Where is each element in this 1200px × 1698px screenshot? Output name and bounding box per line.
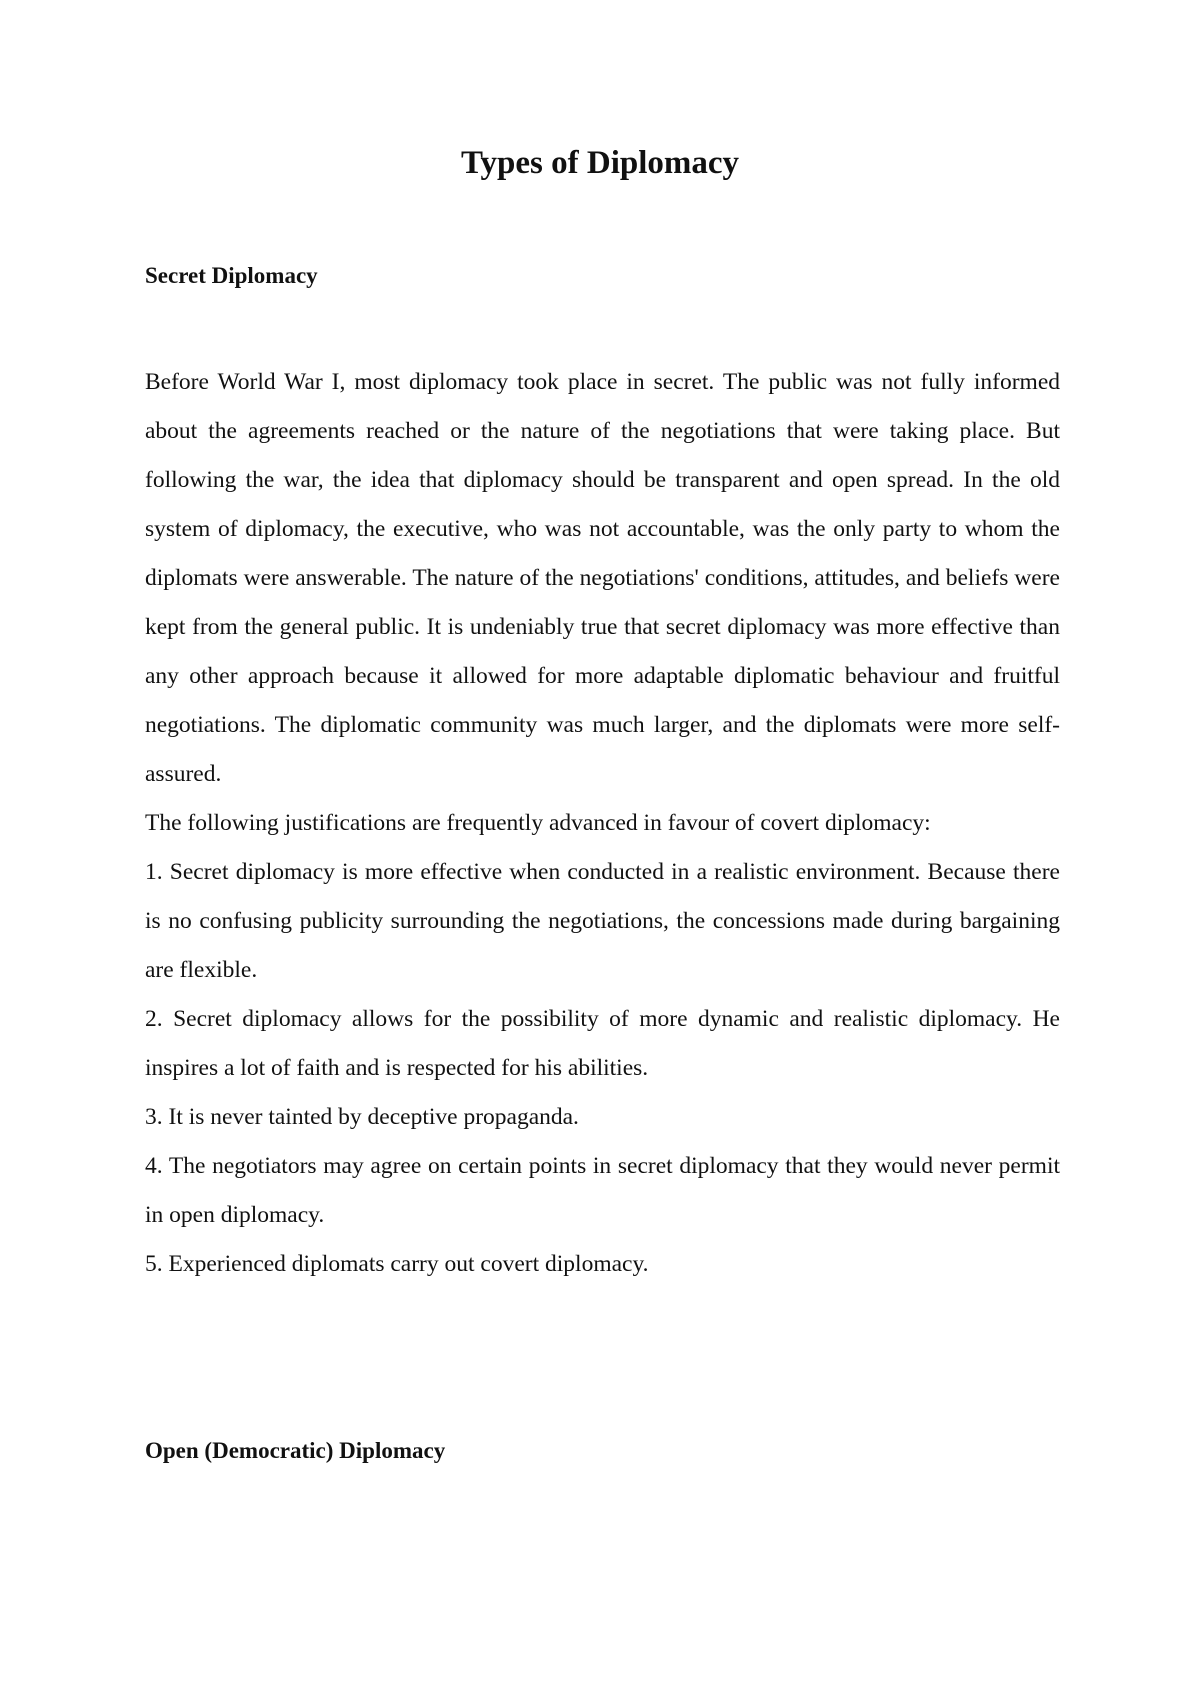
list-item-3: 3. It is never tainted by deceptive propaganda. bbox=[145, 1104, 579, 1130]
list-item-1: 1. Secret diplomacy is more effective when conducted in a realistic environment. Because there is no confusing publicity surrounding the negotiations, the concessions made during bargaining are flexible. bbox=[145, 859, 1060, 983]
list-item-2: 2. Secret diplomacy allows for the possibility of more dynamic and realistic diplomacy. He inspires a lot of faith and is respected for his abilities. bbox=[145, 1006, 1060, 1081]
list-item-5: 5. Experienced diplomats carry out covert diplomacy. bbox=[145, 1251, 649, 1277]
intro-paragraph: Before World War I, most diplomacy took place in secret. The public was not fully informed about the agreements reached or the nature of the negotiations that were taking place. But following the war, the idea that diplomacy should be transparent and open spread. In the old system of diplomacy, the executive, who was not accountable, was the only party to whom the diplomats were answerable. The nature of the negotiations' conditions, attitudes, and beliefs were kept from the general public. It is undeniably true that secret diplomacy was more effective than any other approach because it allowed for more adaptable diplomatic behaviour and fruitful negotiations. The diplomatic community was much larger, and the diplomats were more self-assured. bbox=[145, 369, 1060, 787]
section-heading-secret-diplomacy: Secret Diplomacy bbox=[145, 263, 318, 288]
list-item-4: 4. The negotiators may agree on certain points in secret diplomacy that they would never permit in open diplomacy. bbox=[145, 1153, 1060, 1228]
section-body-secret-diplomacy bbox=[145, 358, 1060, 1289]
document-title: Types of Diplomacy bbox=[460, 145, 740, 181]
lead-in-paragraph: The following justifications are frequently advanced in favour of covert diplomacy: bbox=[145, 810, 931, 836]
section-heading-open-diplomacy: Open (Democratic) Diplomacy bbox=[145, 1438, 446, 1463]
